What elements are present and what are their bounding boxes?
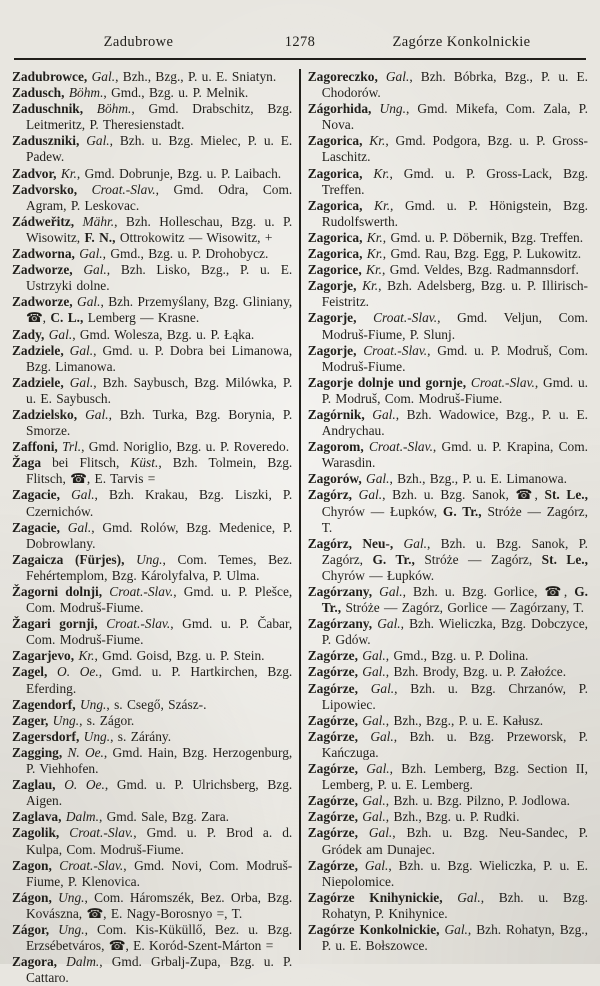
entry-text: , Gmd. u. P. Modruš, Com. Modruš-Fiume. — [321, 342, 589, 374]
entry-crownland: Gal. — [72, 294, 101, 310]
gazetteer-entry — [308, 681, 588, 713]
entry-text: , Bzh., Bzg., P. u. E. Limanowa. — [389, 471, 567, 487]
gazetteer-entry — [12, 552, 292, 584]
entry-name: Zaduszniki, — [12, 133, 80, 149]
entry-text: , Bzh. u. Bzg. Sanok, ☎, — [382, 487, 545, 503]
entry-crownland: Kr. — [56, 165, 77, 181]
gazetteer-entry — [308, 713, 588, 729]
gazetteer-entry — [308, 166, 588, 198]
entry-name: Zágon, — [12, 889, 52, 905]
entry-crownland: Gal. — [377, 69, 410, 84]
entry-name: Zady, — [12, 326, 45, 342]
entry-text: , Gmd. u. P. Döbernik, Bzg. Treffen. — [382, 229, 584, 245]
gazetteer-entry — [308, 761, 588, 793]
entry-text: , Gmd. Mikefa, Com. Zala, P. Nova. — [321, 101, 588, 133]
gazetteer-entry — [308, 133, 588, 165]
gazetteer-entry — [308, 890, 588, 922]
entry-crownland: O. Oe. — [55, 777, 105, 793]
gazetteer-entry — [12, 825, 292, 857]
entry-name: Zagórze Knihynickie, — [307, 889, 443, 905]
gazetteer-entry — [12, 246, 292, 262]
entry-text: , Gmd. Hain, Bzg. Herzogenburg, P. Viehhofen. — [26, 744, 293, 777]
text-columns — [12, 60, 589, 986]
entry-crownland: Kr. — [362, 133, 386, 149]
gazetteer-entry — [12, 85, 292, 101]
gazetteer-entry — [12, 520, 292, 552]
entry-name: Zagorica, — [307, 165, 363, 181]
entry-crownland: Gal. — [63, 374, 94, 390]
entry-crownland: Mähr. — [74, 213, 115, 229]
gazetteer-entry — [308, 310, 588, 342]
entry-name: Zagórze Konkolnickie, — [307, 921, 440, 937]
entry-text: , Bzh. Bóbrka, Bzg., P. u. E. Chodorów. — [321, 69, 588, 101]
gazetteer-entry — [12, 729, 292, 745]
entry-name: Zagórze, — [307, 809, 358, 825]
entry-text: , Gmd. Veldes, Bzg. Radmannsdorf. — [382, 262, 579, 278]
gazetteer-entry — [12, 439, 292, 455]
entry-crownland: Croat.-Slav. — [102, 584, 174, 599]
entry-name: Žaga — [12, 455, 42, 471]
entry-text: , Bzh. Lisko, Bzg., P. u. E. Ustrzyki dolne. — [26, 262, 293, 294]
gazetteer-entry — [308, 825, 588, 857]
entry-name: Zagórze, — [307, 712, 358, 728]
entry-crownland: Gal. — [44, 326, 73, 342]
entry-crownland: Gal. — [357, 680, 395, 696]
entry-crownland: O. Oe. — [47, 664, 99, 680]
entry-text: , Gmd. Goisd, Bzg. u. P. Stein. — [94, 648, 265, 664]
gazetteer-entry — [308, 262, 588, 278]
gazetteer-entry — [12, 487, 292, 519]
entry-name: Zagórze, — [307, 761, 358, 777]
gazetteer-entry — [12, 858, 292, 890]
entry-name: Zagorje, — [307, 310, 357, 326]
gazetteer-entry — [12, 922, 292, 954]
entry-text: Chyrów — Łupków, — [321, 503, 443, 519]
entry-name: St. Le., — [541, 551, 588, 567]
entry-name: Zagórze, — [307, 728, 358, 744]
entry-crownland: Kr. — [356, 278, 379, 294]
entry-name: Zagorice, — [307, 262, 362, 278]
entry-crownland: Gal. — [357, 809, 386, 825]
entry-text: , Gmd., Bzg. u. P. Melnik. — [103, 85, 249, 101]
entry-crownland: Böhm. — [64, 85, 104, 101]
entry-name: C. L., — [50, 310, 84, 326]
entry-text: , Bzh., Bzg., P. u. E. Kałusz. — [385, 712, 544, 728]
entry-text: , Bzh. Turka, Bzg. Borynia, P. Smorze. — [26, 406, 293, 439]
gazetteer-entry — [12, 809, 292, 825]
entry-name: Zadworna, — [12, 246, 75, 262]
entry-text: , Bzh. u. Bzg. Mielec, P. u. E. Padew. — [26, 133, 293, 165]
entry-text: bei Flitsch, — [41, 455, 131, 471]
gazetteer-entry — [12, 697, 292, 713]
header-right-keyword: Zagórze Konkolnickie — [392, 34, 531, 50]
entry-crownland: Gal. — [364, 406, 396, 422]
entry-text: , Bzh. Holleschau, Bzg. u. P. Wisowitz, — [26, 213, 293, 245]
entry-crownland: Croat.-Slav. — [356, 310, 438, 326]
entry-name: Žagari gornji, — [12, 616, 98, 632]
entry-text: , Gmd. u. P. Plešce, Com. Modruš-Fiume. — [26, 584, 293, 616]
entry-text: , Bzh. u. Bzg. Wieliczka, P. u. E. Niepolomice. — [321, 857, 588, 889]
entry-crownland: Gal. — [357, 761, 390, 777]
entry-name: Zadubrowce, — [12, 69, 88, 84]
gazetteer-entry — [12, 375, 292, 407]
entry-text: , Bzh. Przemyślany, Bzg. Gliniany, ☎, — [26, 294, 293, 326]
entry-crownland: Croat.-Slav. — [363, 439, 433, 455]
entry-name: Zagórze, — [307, 857, 358, 873]
entry-crownland: Gal. — [372, 584, 403, 599]
entry-crownland: Kr. — [362, 229, 383, 245]
entry-text: , Bzh., Bzg., P. u. E. Sniatyn. — [115, 69, 277, 84]
entry-name: Zagorica, — [307, 197, 363, 213]
entry-text: , Gmd. u. P. Modruš, Com. Modruš-Fiume. — [321, 374, 589, 406]
gazetteer-entry — [12, 407, 292, 439]
entry-crownland: Gal. — [87, 69, 116, 84]
entry-text: , Gmd. Veljun, Com. Modruš-Fiume, P. Slunj. — [321, 310, 588, 342]
gazetteer-entry — [12, 648, 292, 664]
entry-text: , Gmd. Novi, Com. Modruš-Fiume, P. Klenovica. — [26, 857, 293, 889]
entry-crownland: Gal. — [74, 246, 103, 262]
entry-text: , Bzh. u. Bzg. Neu-Sandec, P. Gródek am Dunajec. — [321, 825, 588, 857]
entry-name: Zagórze, — [307, 680, 358, 696]
entry-text: , Gmd. Podgora, Bzg. u. P. Gross-Laschitz. — [321, 133, 588, 165]
entry-name: Zagorica, — [307, 229, 363, 245]
gazetteer-entry — [12, 294, 292, 326]
entry-text: Stróże — Zagórz, T. — [321, 503, 588, 535]
entry-crownland: Gal. — [357, 825, 393, 841]
entry-crownland: Croat.-Slav. — [356, 342, 428, 358]
entry-name: Zagacie, — [12, 519, 60, 535]
entry-text: , Bzh. Rohatyn, Bzg., P. u. E. Bołszowce. — [321, 921, 588, 954]
entry-text: , Gmd. u. P. Dobra bei Limanowa, Bzg. Limanowa. — [26, 342, 293, 374]
gazetteer-entry — [12, 455, 292, 487]
entry-crownland: Trl. — [57, 439, 82, 455]
entry-crownland: Küst. — [130, 455, 159, 471]
right-column — [307, 69, 589, 954]
gazetteer-entry — [308, 922, 588, 954]
entry-crownland: Gal. — [357, 664, 386, 680]
entry-name: Zagórz, Neu-, — [307, 535, 394, 551]
entry-name: Zagorica, — [307, 246, 363, 262]
entry-crownland: Kr. — [362, 165, 390, 181]
entry-text: , Bzh. Saybusch, Bzg. Milówka, P. u. E. Saybusch. — [26, 374, 293, 406]
entry-name: Zagorica, — [307, 133, 363, 149]
entry-name: Zagora, — [12, 954, 58, 970]
gazetteer-entry — [12, 584, 292, 616]
entry-name: Zagarjevo, — [12, 648, 75, 664]
entry-name: Zaduschnik, — [12, 101, 84, 117]
entry-crownland: Croat.-Slav. — [77, 181, 156, 197]
entry-text: , Gmd. Grbalj-Zupa, Bzg. u. P. Cattaro. — [26, 954, 293, 986]
entry-name: Zadusch, — [12, 85, 65, 101]
gazetteer-entry — [12, 262, 292, 294]
entry-text: , Bzh. Lemberg, Bzg. Section II, Lemberg, P. u. E. Lemberg. — [321, 761, 588, 793]
gazetteer-entry — [12, 890, 292, 922]
entry-crownland: Ung. — [49, 921, 85, 937]
gazetteer-entry — [308, 439, 588, 471]
entry-text: , Gmd. Sale, Bzg. Zara. — [98, 809, 229, 825]
entry-text: , Gmd. u. P. Krapina, Com. Warasdin. — [321, 439, 588, 471]
entry-text: Stróże — Zagórz, — [414, 551, 542, 567]
entry-name: Zadzielsko, — [12, 406, 78, 422]
entry-name: Zaglau, — [12, 777, 56, 793]
entry-text: , Bzh. u. Bzg. Rohatyn, P. Knihynice. — [321, 889, 588, 921]
gazetteer-entry — [12, 101, 292, 133]
entry-name: Zagórzany, — [307, 584, 373, 599]
gazetteer-entry — [12, 616, 292, 648]
entry-name: Zagorom, — [307, 439, 364, 455]
entry-text: , Gmd. u. P. Brod a. d. Kulpa, Com. Modruš-Fiume. — [26, 825, 293, 857]
entry-name: Zadziele, — [12, 342, 64, 358]
entry-crownland: Gal. — [442, 889, 481, 905]
entry-crownland: Gal. — [79, 133, 110, 149]
entry-text: , Gmd. u. P. Hönigstein, Bzg. Rudolfswerth. — [321, 197, 588, 229]
entry-name: Zágorhida, — [307, 101, 372, 117]
entry-text: , Gmd. u. P. Hartkirchen, Bzg. Eferding. — [26, 664, 293, 696]
entry-text: , Gmd., Bzg. u. P. Dolina. — [385, 648, 529, 664]
entry-text: , Gmd. Odra, Com. Agram, P. Leskovac. — [26, 181, 293, 213]
entry-name: G. Tr., — [442, 503, 482, 519]
entry-name: Zagersdorf, — [12, 728, 80, 744]
entry-text: , Bzh. Krakau, Bzg. Liszki, P. Czernichów. — [26, 487, 293, 519]
gazetteer-entry — [308, 793, 588, 809]
entry-crownland: Kr. — [361, 262, 383, 278]
entry-text: , Gmd. Wolesza, Bzg. u. P. Łąka. — [72, 326, 255, 342]
gazetteer-entry — [12, 745, 292, 777]
entry-text: , Bzh., Bzg. u. P. Rudki. — [385, 809, 520, 825]
entry-name: Zagórze, — [307, 793, 358, 809]
entry-crownland: Gal. — [439, 921, 468, 937]
page-header — [12, 34, 588, 51]
entry-text: , s. Csegő, Szász-. — [106, 696, 207, 712]
entry-crownland: Croat.-Slav. — [466, 374, 535, 390]
gazetteer-entry — [308, 809, 588, 825]
entry-name: Zagoreczko, — [307, 69, 378, 84]
gazetteer-entry — [12, 214, 292, 246]
column-divider — [299, 69, 301, 950]
entry-text: , Com. Kis-Küküllő, Bez. u. Bzg. Erzsébetváros, ☎, E. Koród-Szent-Márton = — [26, 921, 293, 954]
left-column — [12, 69, 293, 986]
entry-name: G. Tr., — [321, 584, 588, 616]
entry-crownland: Gal. — [357, 712, 386, 728]
gazetteer-entry — [12, 133, 292, 165]
gazetteer-entry — [308, 487, 588, 535]
gazetteer-entry — [308, 536, 588, 584]
entry-text: , Gmd. Rolów, Bzg. Medenice, P. Dobrowlany. — [26, 519, 293, 551]
entry-crownland: Dalm. — [57, 954, 100, 970]
entry-text: , Bzh. u. Bzg. Sanok, P. Zagórz, — [321, 535, 588, 567]
gazetteer-entry — [308, 858, 588, 890]
entry-name: G. Tr., — [372, 551, 415, 567]
entry-name: Zadziele, — [12, 374, 64, 390]
entry-text: , Bzh. u. Bzg. Chrzanów, P. Lipowiec. — [321, 680, 588, 712]
gazetteer-entry — [12, 69, 292, 85]
entry-name: F. N., — [84, 229, 116, 245]
entry-text: , s. Zágor. — [79, 712, 135, 728]
entry-text: , Bzh. Wadowice, Bzg., P. u. E. Andrychau. — [321, 406, 588, 439]
entry-name: Zágor, — [12, 921, 50, 937]
entry-name: Zager, — [12, 712, 49, 728]
entry-name: Zaffoni, — [12, 439, 58, 455]
entry-text: , Bzh. u. Bzg. Przeworsk, P. Kańczuga. — [321, 728, 588, 760]
gazetteer-entry — [308, 246, 588, 262]
entry-name: Zagacie, — [12, 487, 60, 503]
entry-name: Zádweřitz, — [12, 213, 75, 229]
entry-crownland: N. Oe. — [62, 744, 104, 760]
gazetteer-entry — [12, 343, 292, 375]
entry-text: , Gmd. Dobrunje, Bzg. u. P. Laibach. — [76, 165, 282, 181]
entry-crownland: Kr. — [362, 246, 383, 262]
entry-crownland: Kr. — [74, 648, 95, 664]
gazetteer-entry — [308, 343, 588, 375]
entry-text: , Bzh. Adelsberg, Bzg. u. P. Illirisch-Feistritz. — [321, 278, 588, 310]
gazetteer-entry — [12, 777, 292, 809]
entry-crownland: Ung. — [79, 728, 111, 744]
entry-text: , Gmd. Rau, Bzg. Egg, P. Lukowitz. — [382, 246, 582, 262]
entry-text: Stróże — Zagórz, Gorlice — Zagórzany, T. — [341, 600, 584, 616]
entry-name: Zadworze, — [12, 262, 73, 278]
gazetteer-entry — [308, 101, 588, 133]
gazetteer-entry — [308, 407, 588, 439]
entry-crownland: Ung. — [48, 712, 80, 728]
entry-crownland: Gal. — [77, 406, 109, 422]
entry-text: , Gmd., Bzg. u. P. Drohobycz. — [102, 246, 269, 262]
entry-text: Ottrokowitz — Wisowitz, + — [115, 229, 273, 245]
entry-text: , s. Zárány. — [110, 728, 172, 744]
entry-text: , Com. Háromszék, Bez. Orba, Bzg. Kovászna, ☎, E. Nagy-Borosnyo =, T. — [26, 889, 293, 921]
entry-crownland: Ung. — [75, 696, 107, 712]
gazetteer-entry — [308, 648, 588, 664]
gazetteer-entry — [308, 278, 588, 310]
gazetteer-entry — [12, 327, 292, 343]
entry-crownland: Gal. — [361, 471, 390, 487]
entry-crownland: Gal. — [63, 342, 94, 358]
entry-name: St. Le., — [544, 487, 588, 503]
entry-name: Zagorów, — [307, 471, 362, 487]
entry-crownland: Kr. — [362, 197, 391, 213]
page-number: 1278 — [284, 34, 316, 50]
entry-crownland: Gal. — [393, 535, 427, 551]
entry-name: Zaglava, — [12, 809, 62, 825]
entry-crownland: Ung. — [124, 551, 163, 567]
gazetteer-entry — [12, 954, 292, 986]
gazetteer-entry — [308, 375, 588, 407]
entry-name: Zagórze, — [307, 664, 358, 680]
entry-text: , Bzh. Brody, Bzg. u. P. Załoźce. — [385, 664, 567, 680]
entry-crownland: Croat.-Slav. — [97, 616, 171, 632]
entry-name: Zagolik, — [12, 825, 60, 841]
gazetteer-entry — [308, 198, 588, 230]
entry-name: Zagórz, — [307, 487, 353, 503]
gazetteer-entry — [308, 69, 588, 101]
entry-name: Zagon, — [12, 857, 52, 873]
entry-crownland: Dalm. — [61, 809, 99, 825]
entry-crownland: Ung. — [371, 101, 406, 117]
entry-name: Zagórnik, — [307, 406, 365, 422]
entry-crownland: Ung. — [51, 889, 85, 905]
entry-text: Chyrów — Łupków. — [321, 567, 435, 583]
entry-crownland: Gal. — [59, 487, 95, 503]
entry-crownland: Gal. — [352, 487, 383, 503]
entry-crownland: Gal. — [72, 262, 107, 278]
header-left-keyword: Zadubrowe — [103, 34, 174, 50]
entry-crownland: Croat.-Slav. — [51, 857, 124, 873]
entry-text: , Gmd. Noriglio, Bzg. u. P. Roveredo. — [81, 439, 290, 455]
entry-name: Zagorje, — [307, 342, 357, 358]
gazetteer-entry — [308, 616, 588, 648]
entry-name: Zagorje, — [307, 278, 357, 294]
gazetteer-entry — [308, 584, 588, 616]
entry-text: , Gmd. u. P. Ulrichsberg, Bzg. Aigen. — [26, 777, 293, 809]
gazetteer-entry — [308, 230, 588, 246]
entry-name: Zagórze, — [307, 648, 358, 664]
gazetteer-entry — [308, 471, 588, 487]
entry-crownland: Gal. — [59, 519, 92, 535]
entry-name: Zadvor, — [12, 165, 57, 181]
entry-crownland: Gal. — [357, 857, 389, 873]
gazetteer-entry — [12, 713, 292, 729]
entry-name: Zagendorf, — [12, 696, 76, 712]
entry-name: Zagaicza (Fürjes), — [12, 551, 125, 567]
entry-name: Zadworze, — [12, 294, 73, 310]
entry-text: , Gmd. u. P. Gross-Lack, Bzg. Treffen. — [321, 165, 588, 197]
gazetteer-entry — [308, 729, 588, 761]
entry-text: , Bzh. Wieliczka, Bzg. Dobczyce, P. Gdów. — [321, 616, 588, 648]
entry-name: Zagorje dolnje und gornje, — [307, 374, 467, 390]
entry-crownland: Gal. — [372, 616, 401, 632]
entry-text: , Bzh. Tolmein, Bzg. Flitsch, ☎, E. Tarvis = — [26, 455, 293, 487]
entry-crownland: Croat.-Slav. — [59, 825, 134, 841]
entry-crownland: Gal. — [357, 793, 386, 809]
gazetteer-entry — [12, 166, 292, 182]
entry-name: Zagórze, — [307, 825, 358, 841]
gazetteer-entry — [12, 182, 292, 214]
entry-crownland: Gal. — [357, 728, 394, 744]
entry-text: , Gmd. Drabschitz, Bzg. Leitmeritz, P. Theresienstadt. — [26, 101, 293, 133]
entry-text: , Com. Temes, Bez. Fehértemplom, Bzg. Károlyfalva, P. Ulma. — [26, 551, 293, 583]
entry-name: Zagel, — [12, 664, 48, 680]
entry-crownland: Gal. — [357, 648, 386, 664]
entry-name: Zagórzany, — [307, 616, 373, 632]
entry-name: Zadvorsko, — [12, 181, 78, 197]
gazetteer-entry — [12, 664, 292, 696]
entry-text: , Gmd. u. P. Čabar, Com. Modruš-Fiume. — [26, 616, 293, 648]
gazetteer-entry — [308, 664, 588, 680]
entry-crownland: Böhm. — [83, 101, 132, 117]
entry-text: Lemberg — Krasne. — [83, 310, 200, 326]
entry-name: Žagorni dolnji, — [12, 584, 103, 599]
entry-text: , Bzh. u. Bzg. Pilzno, P. Jodlowa. — [385, 793, 570, 809]
entry-text: , Bzh. u. Bzg. Gorlice, ☎, — [402, 584, 575, 599]
entry-name: Zagging, — [12, 744, 63, 760]
